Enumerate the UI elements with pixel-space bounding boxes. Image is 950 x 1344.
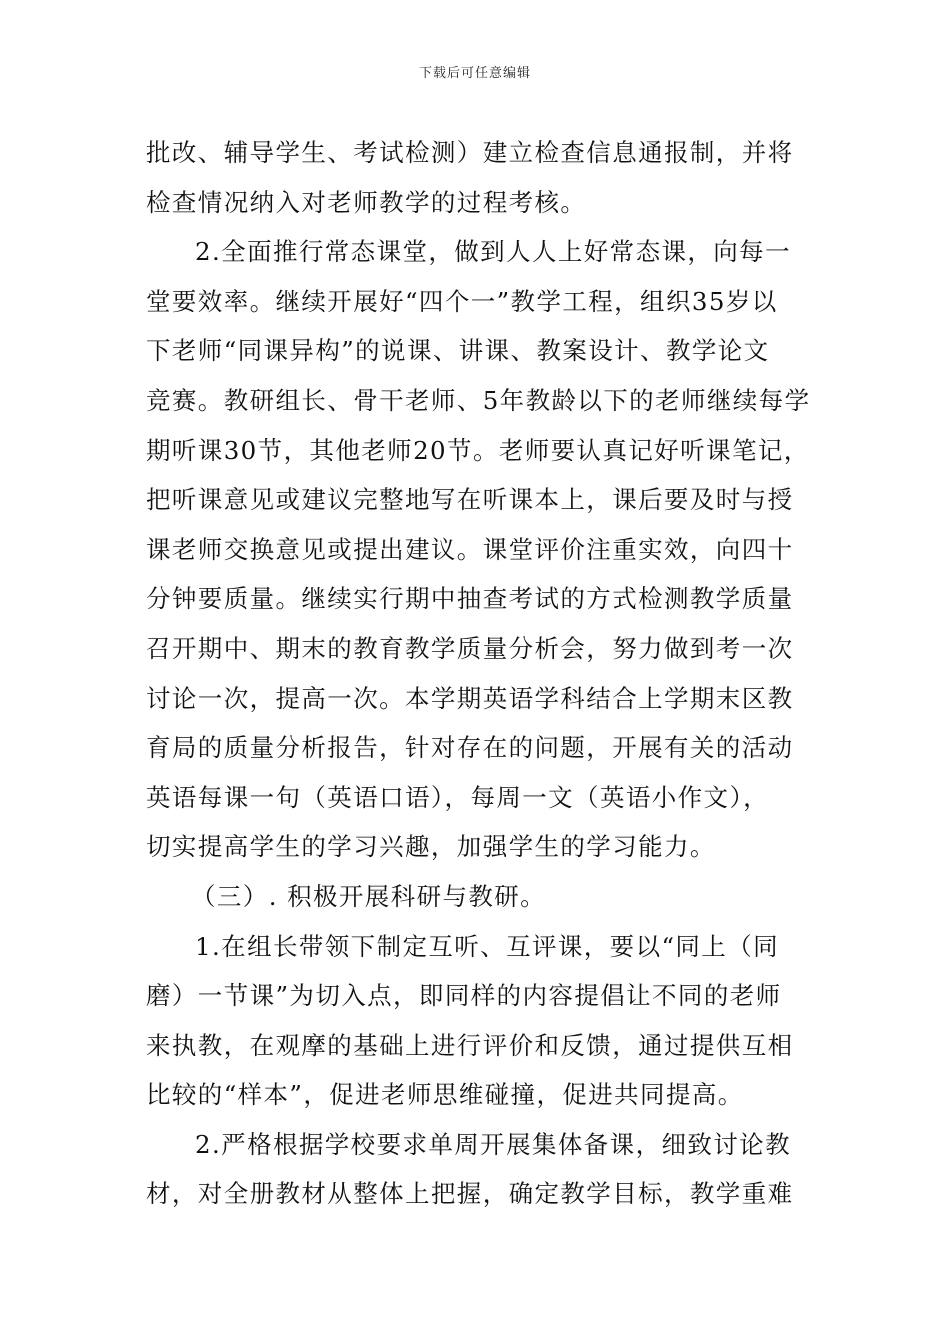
text-line: 讨论一次，提高一次。本学期英语学科结合上学期末区教 xyxy=(146,683,794,713)
text-line: 育局的质量分析报告，针对存在的问题，开展有关的活动 xyxy=(146,733,794,763)
text-line: 材，对全册教材从整体上把握，确定教学目标，教学重难 xyxy=(146,1179,794,1209)
text-line: 下老师“同课异构”的说课、讲课、教案设计、教学论文 xyxy=(146,336,770,366)
paragraph-start-line: 1.在组长带领下制定互听、互评课，要以“同上（同 xyxy=(195,931,779,961)
text-line: 把听课意见或建议完整地写在听课本上，课后要及时与授 xyxy=(146,485,794,515)
paragraph-start-line: 2.全面推行常态课堂，做到人人上好常态课，向每一 xyxy=(195,237,791,267)
document-body xyxy=(146,128,810,1219)
text-line: 批改、辅导学生、考试检测）建立检查信息通报制，并将 xyxy=(146,138,794,167)
text-line: 课老师交换意见或提出建议。课堂评价注重实效，向四十 xyxy=(146,534,794,564)
text-line: 切实提高学生的学习兴趣，加强学生的学习能力。 xyxy=(146,832,716,862)
section-heading: （三）. 积极开展科研与教研。 xyxy=(191,881,547,911)
text-line: 来执教，在观摩的基础上进行评价和反馈，通过提供互相 xyxy=(146,1030,794,1060)
text-line: 期听课30节，其他老师20节。老师要认真记好听课笔记， xyxy=(146,435,810,465)
text-line: 比较的“样本”，促进老师思维碰撞，促进共同提高。 xyxy=(146,1080,744,1110)
text-line: 分钟要质量。继续实行期中抽查考试的方式检测教学质量 xyxy=(146,584,794,614)
text-line: 堂要效率。继续开展好“四个一”教学工程，组织35岁以 xyxy=(146,286,778,316)
text-line: 检查情况纳入对老师教学的过程考核。 xyxy=(146,187,587,217)
text-line: 召开期中、期末的教育教学质量分析会，努力做到考一次 xyxy=(146,633,794,663)
text-line: 磨）一节课”为切入点，即同样的内容提倡让不同的老师 xyxy=(146,981,782,1011)
text-line: 英语每课一句（英语口语），每周一文（英语小作文）， xyxy=(146,782,769,812)
page-header: 下载后可任意编辑 xyxy=(418,66,531,81)
paragraph-start-line: 2.严格根据学校要求单周开展集体备课，细致讨论教 xyxy=(195,1129,791,1159)
text-line: 竞赛。教研组长、骨干老师、5年教龄以下的老师继续每学 xyxy=(146,385,811,415)
